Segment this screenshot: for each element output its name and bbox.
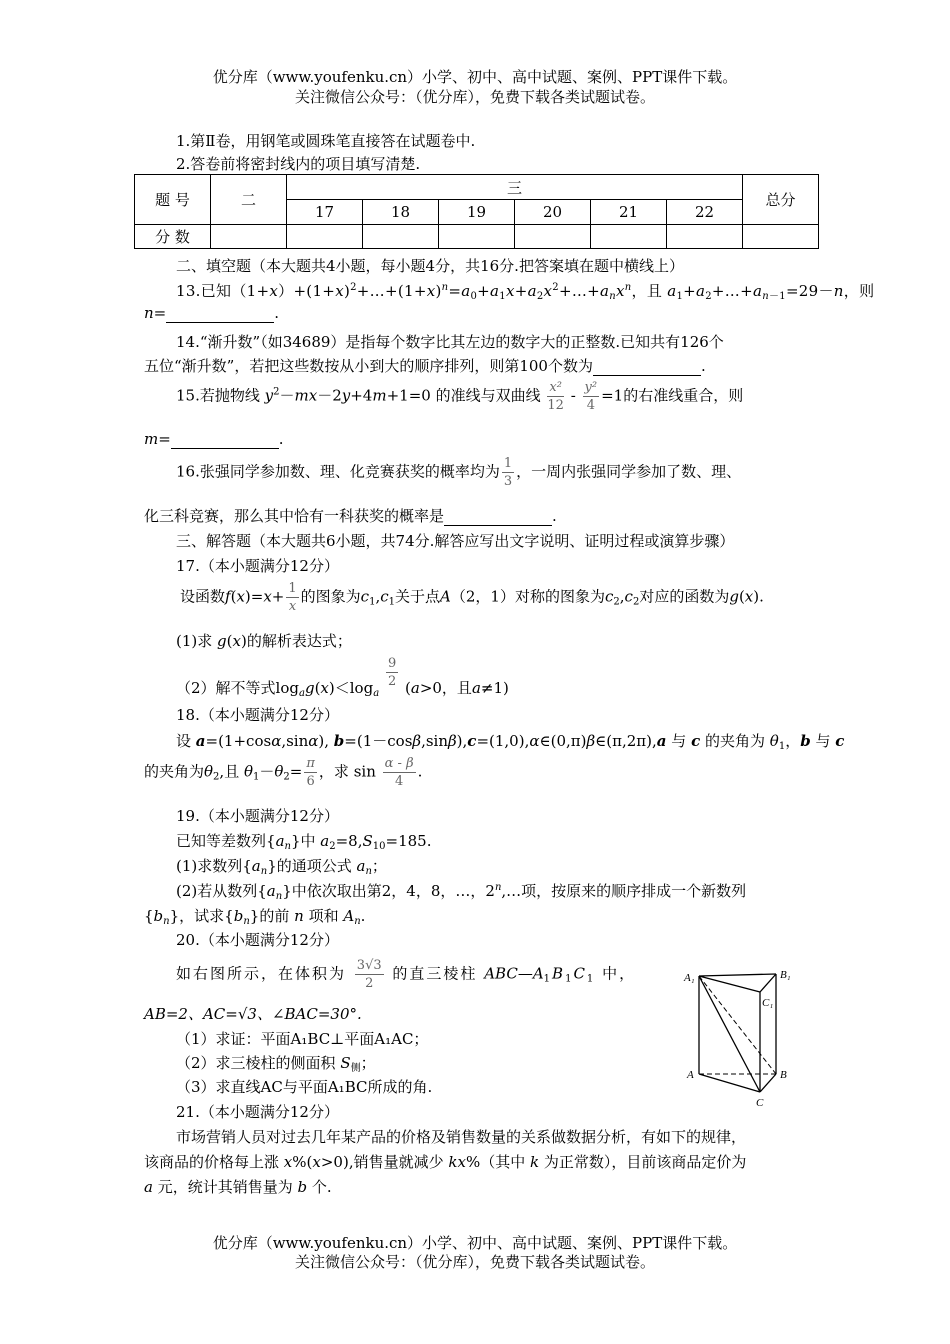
page-footer-line2: 关注微信公众号：（优分库），免费下载各类试题试卷。 xyxy=(294,1253,655,1271)
q21-line3: a 元，统计其销售量为 b 个. xyxy=(144,1178,332,1196)
prism-edge xyxy=(699,1074,760,1092)
q20-part2: （2）求三棱柱的侧面积 $S_侧$； xyxy=(176,1054,376,1074)
q21-line2: 该商品的价格每上涨 x%(x>0),销售量就减少 kx%（其中 k 为正常数），目前该商品定价为 xyxy=(144,1153,747,1171)
score-table-col: 22 xyxy=(667,200,743,225)
q13-line1: 13.已知$(1+x)+(1+x)^2+\dots+(1+x)^n=a_0+a_1x+a_2x^2+\dots+a_nx^n$，且 $a_1+a_2+\dots+a_{n-1}=29-n$，则 xyxy=(176,282,875,302)
q20-part3: （3）求直线AC与平面A₁BC所成的角. xyxy=(176,1078,433,1096)
q19-line4: $\{b_n\}$，试求$\{b_n\}$的前 n 项和 $A_n$. xyxy=(144,907,366,927)
page-header-line2: 关注微信公众号：（优分库），免费下载各类试题试卷。 xyxy=(294,88,655,106)
q16-fraction: $\frac{1}{3}$ xyxy=(503,456,513,489)
score-cell xyxy=(515,225,591,249)
q17-part2: （2）解不等式$\log_ag(x)<\log_a$ $\frac{9}{2}$ (a>0，且a≠1) xyxy=(176,656,509,699)
score-cell xyxy=(743,225,819,249)
label-C1: C₁ xyxy=(762,997,774,1009)
q17-title: 17.（本小题满分12分） xyxy=(176,557,339,575)
prism-edge xyxy=(760,974,776,992)
label-A1: A₁ xyxy=(684,972,695,984)
score-cell xyxy=(591,225,667,249)
q14-line2: 五位“渐升数”，若把这些数按从小到大的顺序排列，则第100个数为 . xyxy=(144,357,706,375)
label-C: C xyxy=(756,1097,764,1109)
score-cell xyxy=(211,225,287,249)
prism-edge xyxy=(699,976,760,992)
score-table-total: 总分 xyxy=(743,175,819,225)
score-table xyxy=(134,174,819,249)
score-cell xyxy=(439,225,515,249)
score-cell xyxy=(287,225,363,249)
score-cell xyxy=(667,225,743,249)
prism-edge xyxy=(760,1074,776,1092)
q15-fraction-x: $\frac{\text{x²}}{12}$ xyxy=(547,380,564,413)
score-table-col: 19 xyxy=(439,200,515,225)
q16-line1: 16.张强同学参加数、理、化竞赛获奖的概率均为 $\frac{1}{3}$ ，一周内张强同学参加了数、理、 xyxy=(176,456,742,489)
q19-line3: (2)若从数列$\{a_n\}$中依次取出第2，4，8，…，2$^n$,…项，按原来的顺序排成一个新数列 xyxy=(176,882,747,902)
q15-line1: 15.若抛物线 $y^2-mx-2y+4m+1=0$ 的准线与双曲线 $\frac{\text{x²}}{12}$ - $\frac{\text{y²}}{4}$ =1的右准线重合，则 xyxy=(176,380,744,413)
prism-diagonal xyxy=(699,976,760,1092)
q18-title: 18.（本小题满分12分） xyxy=(176,706,339,724)
q14-line1: 14.“渐升数”（如34689）是指每个数字比其左边的数字大的正整数.已知共有126个 xyxy=(176,333,724,351)
section3-title: 三、解答题（本大题共6小题，共74分.解答应写出文字说明、证明过程或演算步骤） xyxy=(176,532,735,550)
prism-hidden-diagonal xyxy=(699,976,776,1074)
q17-fraction: $\frac{1}{x}$ xyxy=(288,581,297,614)
page-footer-line1: 优分库（www.youfenku.cn）小学、初中、高中试题、案例、PPT课件下载。 xyxy=(212,1234,738,1252)
q13-line2: n= . xyxy=(144,304,280,322)
score-table-col: 21 xyxy=(591,200,667,225)
score-table-row2-label: 分 数 xyxy=(135,225,211,249)
q21-title: 21.（本小题满分12分） xyxy=(176,1103,339,1121)
q18-line2: 的夹角为$\theta_2$,且 $\theta_1-\theta_2=$ $\frac{\pi}{6}$ ，求 sin $\frac{\alpha - \beta}{4}$ . xyxy=(144,756,423,789)
score-table-section2: 二 xyxy=(211,175,287,225)
page-header-line1: 优分库（www.youfenku.cn）小学、初中、高中试题、案例、PPT课件下载。 xyxy=(212,68,738,86)
q20-fraction: $\frac{3√3}{2}$ xyxy=(356,958,382,991)
q19-line1: 已知等差数列$\{a_n\}$中 $a_2=8,S_{10}=185$. xyxy=(176,832,432,852)
q15-fraction-y: $\frac{\text{y²}}{4}$ xyxy=(584,380,598,413)
note-1: 1.第Ⅱ卷，用钢笔或圆珠笔直接答在试题卷中. xyxy=(176,132,476,150)
q17-part1: (1)求 g(x)的解析表达式； xyxy=(176,632,352,650)
q20-line1: 如右图所示，在体积为 $\frac{3√3}{2}$ 的直三棱柱 $ABC—A_1B_1C_1$ 中， xyxy=(176,958,637,991)
q20-line2: AB=2、AC=√3、∠BAC=30°. xyxy=(144,1005,362,1023)
prism-edge xyxy=(699,974,776,976)
q19-title: 19.（本小题满分12分） xyxy=(176,807,339,825)
q17-stem: 设函数f(x)=x+ $\frac{1}{x}$ 的图象为$c_1,c_1$关于点A（2，1）对称的图象为$c_2,c_2$对应的函数为g(x). xyxy=(180,581,764,614)
q18-fraction-angle: $\frac{\alpha - \beta}{4}$ xyxy=(384,756,414,789)
score-table-section3: 三 xyxy=(287,175,743,200)
score-table-col: 18 xyxy=(363,200,439,225)
label-A: A xyxy=(687,1069,694,1081)
q16-line2: 化三科竞赛，那么其中恰有一科获奖的概率是 . xyxy=(144,507,557,525)
label-B1: B₁ xyxy=(780,969,791,981)
q17-exponent-fraction: $\frac{9}{2}$ xyxy=(387,656,397,689)
q21-line1: 市场营销人员对过去几年某产品的价格及销售数量的关系做数据分析，有如下的规律， xyxy=(176,1128,747,1146)
section2-title: 二、填空题（本大题共4小题，每小题4分，共16分.把答案填在题中横线上） xyxy=(176,257,684,275)
prism-figure xyxy=(678,964,808,1114)
score-table-col: 17 xyxy=(287,200,363,225)
q15-line2: m= . xyxy=(144,430,284,448)
note-2: 2.答卷前将密封线内的项目填写清楚. xyxy=(176,155,421,173)
q18-line1: 设 a=(1+cosα,sinα), b=(1－cosβ,sinβ),c=(1,0),α∈(0,π)β∈(π,2π),a 与 c 的夹角为 $\theta_1$，b 与 c xyxy=(176,732,845,752)
score-table-row1-label: 题 号 xyxy=(135,175,211,225)
score-cell xyxy=(363,225,439,249)
q18-fraction-pi: $\frac{\pi}{6}$ xyxy=(306,756,315,789)
q19-line2: (1)求数列$\{a_n\}$的通项公式 $a_n$； xyxy=(176,857,387,877)
q20-title: 20.（本小题满分12分） xyxy=(176,931,339,949)
label-B: B xyxy=(780,1069,787,1081)
q20-part1: （1）求证：平面A₁BC⊥平面A₁AC； xyxy=(176,1030,429,1048)
score-table-col: 20 xyxy=(515,200,591,225)
